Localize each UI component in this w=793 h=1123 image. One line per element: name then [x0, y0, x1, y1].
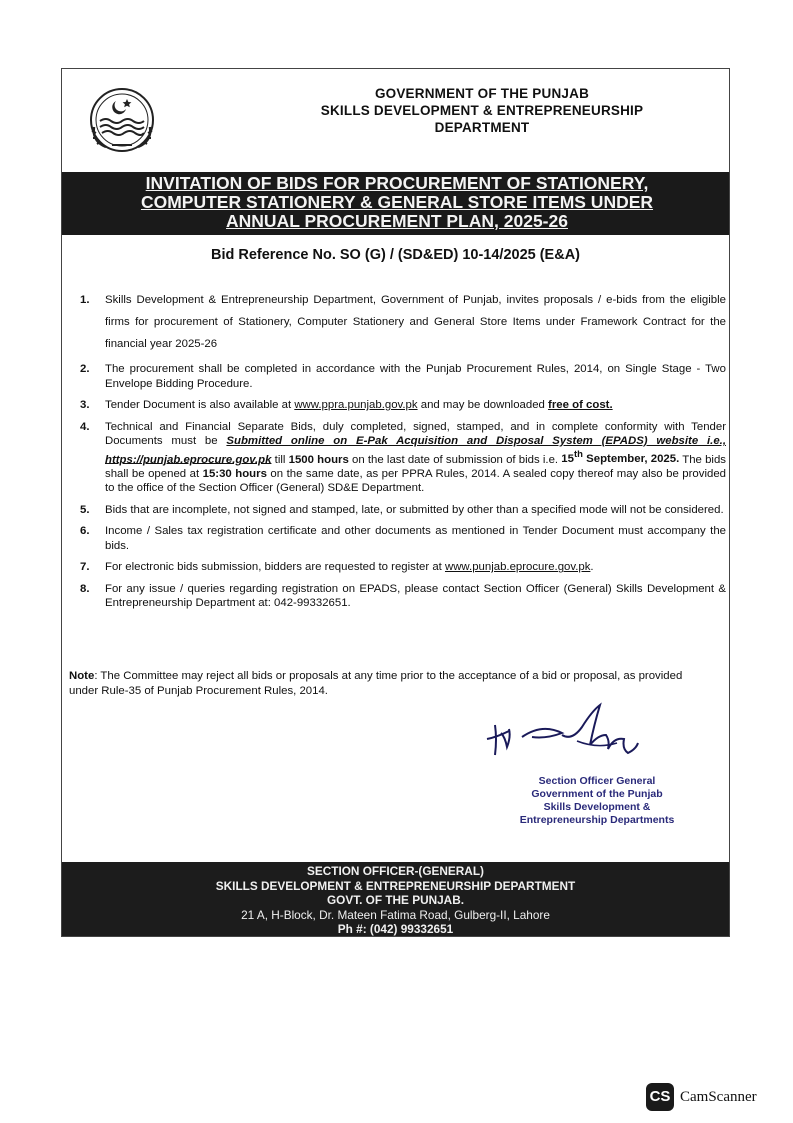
- punjab-emblem-icon: [82, 87, 162, 153]
- item-text: .: [590, 561, 594, 574]
- list-item: [80, 560, 726, 575]
- title-line-3: ANNUAL PROCUREMENT PLAN, 2025-26: [226, 211, 568, 231]
- item-text: on the same date, as per PPRA Rules, 2014. A sealed copy thereof may also be provided to the office of the Section Officer (General) SD&E Department.: [105, 467, 727, 495]
- camscanner-logo-icon: CS: [646, 1083, 674, 1111]
- footer-line-1: SECTION OFFICER-(GENERAL): [307, 864, 484, 878]
- date-suffix: th: [573, 449, 583, 461]
- item-text: and may be downloaded: [417, 399, 549, 411]
- document-frame: [61, 68, 730, 937]
- footer-banner: [62, 862, 729, 936]
- footer-line-2: SKILLS DEVELOPMENT & ENTREPRENEURSHIP DEPARTMENT: [215, 878, 576, 893]
- date-day: 15: [561, 453, 574, 466]
- list-item: [80, 362, 726, 391]
- item-number: 8.: [80, 582, 90, 595]
- list-item: [80, 524, 726, 553]
- item-text: Tender Document is also available at: [105, 399, 295, 411]
- camscanner-label: CamScanner: [680, 1089, 757, 1105]
- item-text: Income / Sales tax registration certificate and other documents as mentioned in Tender Document must accompany the bids.: [105, 525, 726, 552]
- heading-line-3: DEPARTMENT: [434, 120, 530, 135]
- heading-line-2: SKILLS DEVELOPMENT & ENTREPRENEURSHIP: [320, 103, 644, 118]
- heading-line-1: GOVERNMENT OF THE PUNJAB: [374, 86, 590, 101]
- item-text: on the last date of submission of bids i.e.: [348, 453, 562, 466]
- item-text: For electronic bids submission, bidders are requested to register at: [105, 561, 445, 574]
- bid-reference: Bid Reference No. SO (G) / (SD&ED) 10-14/2025 (E&A): [210, 247, 581, 263]
- list-item: [80, 582, 726, 611]
- title-banner: [62, 172, 729, 235]
- letterhead: [62, 69, 729, 171]
- list-item: [80, 420, 726, 496]
- item-text: The procurement shall be completed in accordance with the Punjab Procurement Rules, 2014, on Single Stage - Two Envelope Bidding Procedure.: [105, 363, 726, 390]
- item-number: 5.: [80, 503, 90, 516]
- item-text: Skills Development & Entrepreneurship Department, Government of Punjab, invites proposals / e-bids from the eligible firms for procurement of Stationery, Computer Stationery and General Store Items under Framework Contract for the financial year 2025-26: [105, 294, 726, 350]
- ppra-link[interactable]: www.ppra.punjab.gov.pk: [294, 399, 418, 411]
- item-text: For any issue / queries regarding registration on EPADS, please contact Section Officer (General) Skills Development & Entrepreneurship Department at: 042-99332651.: [105, 582, 726, 610]
- stamp-line-4: Entrepreneurship Departments: [519, 814, 675, 826]
- title-line-1: INVITATION OF BIDS FOR PROCUREMENT OF STATIONERY,: [145, 173, 649, 193]
- note-text: : The Committee may reject all bids or proposals at any time prior to the acceptance of a bid or proposal, as provided under Rule-35 of Punjab Procurement Rules, 2014.: [69, 670, 683, 697]
- footer-line-3: GOVT. OF THE PUNJAB.: [327, 893, 464, 908]
- footer-phone: Ph #: (042) 99332651: [337, 922, 454, 937]
- item-text: Bids that are incomplete, not signed and stamped, late, or submitted by other than a specified mode will not be considered.: [105, 503, 724, 516]
- item-number: 6.: [80, 525, 90, 538]
- note-label: Note: [69, 670, 95, 682]
- official-stamp: [497, 775, 697, 827]
- footer-address: 21 A, H-Block, Dr. Mateen Fatima Road, Gulberg-II, Lahore: [241, 907, 550, 922]
- item-number: 1.: [80, 294, 90, 306]
- stamp-line-1: Section Officer General: [538, 775, 656, 787]
- epads-link-text[interactable]: Submitted online on E-Pak Acquisition and Disposal System (EPADS) website i.e., https://punjab.eprocure.gov.pk: [105, 435, 726, 466]
- free-of-cost-text: free of cost.: [548, 399, 613, 411]
- eprocure-link[interactable]: www.punjab.eprocure.gov.pk: [444, 561, 591, 574]
- list-item: [80, 503, 726, 518]
- handwritten-signature: [477, 699, 677, 769]
- opening-time: 15:30 hours: [202, 467, 267, 480]
- item-number: 2.: [80, 363, 90, 375]
- item-number: 7.: [80, 561, 90, 574]
- stamp-line-3: Skills Development &: [543, 801, 651, 813]
- list-item: [80, 289, 726, 355]
- title-line-2: COMPUTER STATIONERY & GENERAL STORE ITEMS UNDER: [140, 192, 654, 212]
- government-heading: [302, 85, 662, 136]
- item-number: 4.: [80, 420, 90, 433]
- notice-title: [92, 174, 702, 231]
- date-rest: September, 2025.: [582, 453, 680, 466]
- submission-hours: 1500 hours: [288, 453, 349, 466]
- item-text: The bids shall be opened at: [105, 453, 726, 480]
- camscanner-watermark: [646, 1083, 776, 1111]
- terms-list: [80, 289, 726, 618]
- item-number: 3.: [80, 399, 90, 411]
- note-paragraph: [69, 669, 709, 699]
- list-item: [80, 398, 726, 413]
- item-text: Technical and Financial Separate Bids, duly completed, signed, stamped, and in complete conformity with Tender Documents must be: [105, 420, 726, 447]
- item-text: till: [271, 453, 289, 466]
- stamp-line-2: Government of the Punjab: [531, 788, 663, 800]
- submission-date: [561, 449, 680, 466]
